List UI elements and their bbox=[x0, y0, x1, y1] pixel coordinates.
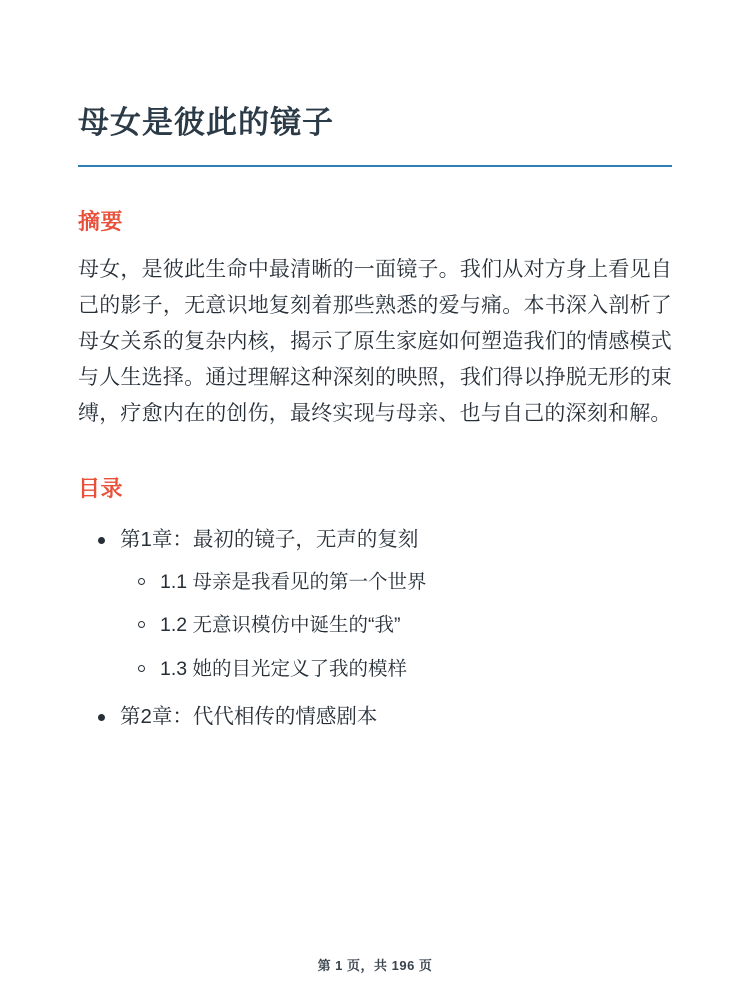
toc-subitem-1-1[interactable]: 1.1 母亲是我看见的第一个世界 bbox=[120, 568, 672, 597]
page-footer: 第 1 页，共 196 页 bbox=[317, 958, 433, 973]
toc-chapter-label[interactable]: 第2章：代代相传的情感剧本 bbox=[120, 704, 378, 728]
toc-subitem-1-3[interactable]: 1.3 她的目光定义了我的模样 bbox=[120, 655, 672, 684]
toc-chapter-1 bbox=[78, 525, 672, 684]
page-title: 母女是彼此的镜子 bbox=[78, 105, 334, 140]
toc-list bbox=[78, 525, 672, 732]
abstract-heading: 摘要 bbox=[78, 208, 124, 234]
toc-chapter-label[interactable]: 第1章：最初的镜子，无声的复刻 bbox=[120, 528, 419, 552]
toc-sublist-1 bbox=[120, 568, 672, 684]
abstract-text: 母女，是彼此生命中最清晰的一面镜子。我们从对方身上看见自己的影子，无意识地复刻着那些熟悉的爱与痛。本书深入剖析了母女关系的复杂内核，揭示了原生家庭如何塑造我们的情感模式与人生选择。通过理解这种深刻的映照，我们得以挣脱无形的束缚，疗愈内在的创伤，最终实现与母亲、也与自己的深刻和解。 bbox=[78, 257, 672, 426]
toc-subitem-1-2[interactable]: 1.2 无意识模仿中诞生的“我” bbox=[120, 611, 672, 640]
toc-heading: 目录 bbox=[78, 476, 124, 502]
title-divider bbox=[78, 165, 672, 167]
toc-chapter-2 bbox=[78, 702, 672, 733]
